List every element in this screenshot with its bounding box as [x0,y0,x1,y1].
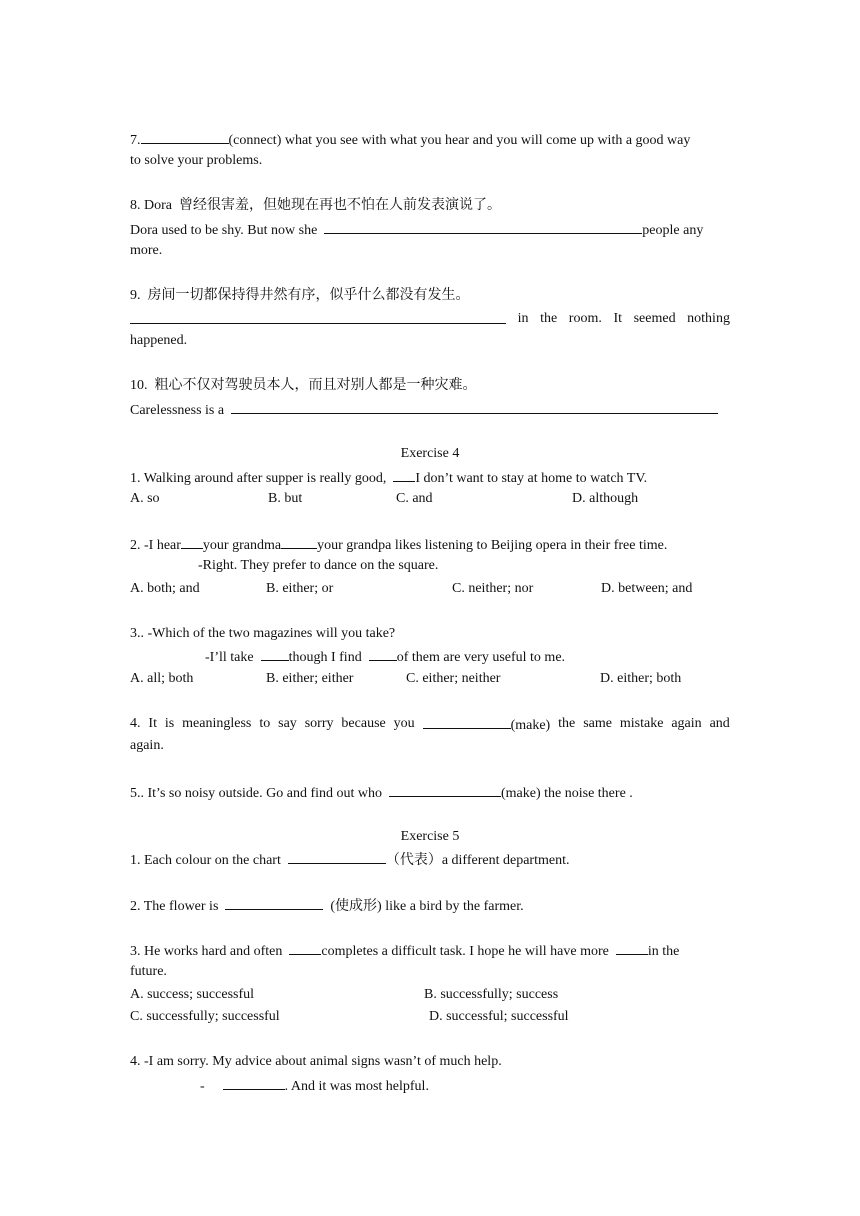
ex5-q1-stem: 1. Each colour on the chart （代表）a different department. [130,850,569,870]
q8-english-line1: Dora used to be shy. But now she people any [130,220,703,240]
ex4-q3-blank-2[interactable] [369,647,397,661]
ex4-q2-blank-2[interactable] [281,535,317,549]
ex4-q2-blank-1[interactable] [181,535,203,549]
ex4-q3-option-a[interactable]: A. all; both [130,671,194,686]
ex4-q2-stem: 2. -I hear your grandma your grandpa likes listening to Beijing opera in their free time. [130,535,667,555]
ex5-q3-option-b[interactable]: B. successfully; success [424,987,559,1002]
ex4-q2-option-a[interactable]: A. both; and [130,581,200,596]
ex5-q2-blank[interactable] [225,896,323,910]
ex5-q3-stem: 3. He works hard and often completes a difficult task. I hope he will have more in the [130,941,679,961]
ex5-q3-line2: future. [130,964,167,979]
ex5-q3-blank-1[interactable] [289,941,321,955]
q9-chinese: 9. 房间一切都保持得井然有序，似乎什么都没有发生。 [130,288,470,303]
q8-chinese: 8. Dora 曾经很害羞，但她现在再也不怕在人前发表演说了。 [130,198,501,213]
q7-number: 7. [130,133,141,148]
q7-line1 [130,130,690,150]
q8-english-line2: more. [130,243,163,258]
ex5-q4-blank[interactable] [223,1076,285,1090]
ex5-q3-blank-2[interactable] [616,941,648,955]
q10-chinese: 10. 粗心不仅对驾驶员本人，而且对别人都是一种灾难。 [130,378,477,393]
ex4-q1-option-d[interactable]: D. although [572,491,639,506]
ex4-q2-option-b[interactable]: B. either; or [266,581,334,596]
ex4-q4-blank[interactable] [423,715,511,729]
q10-blank[interactable] [231,400,718,414]
q9-english-line2: happened. [130,333,188,348]
ex4-q3-blank-1[interactable] [261,647,289,661]
ex4-q1-blank[interactable] [393,468,415,482]
ex4-q3-line1: 3.. -Which of the two magazines will you take? [130,626,396,641]
ex5-q1-blank[interactable] [288,850,386,864]
ex4-q3-option-d[interactable]: D. either; both [600,671,682,686]
ex5-q3-option-c[interactable]: C. successfully; successful [130,1009,280,1024]
ex4-q1-option-c[interactable]: C. and [396,491,433,506]
q10-english: Carelessness is a [130,400,718,420]
ex5-q3-option-a[interactable]: A. success; successful [130,987,255,1002]
ex4-q1-option-b[interactable]: B. but [268,491,303,506]
ex4-q3-line2: -I’ll take though I find of them are very useful to me. [205,647,565,667]
ex5-q4-line2: - . And it was most helpful. [200,1076,429,1096]
q8-blank[interactable] [324,220,642,234]
ex4-q2-option-d[interactable]: D. between; and [601,581,693,596]
ex5-q3-option-d[interactable]: D. successful; successful [429,1009,569,1024]
q7-text: (connect) what you see with what you hear and you will come up with a good way [228,133,691,148]
exercise-5-title: Exercise 5 [400,829,460,844]
ex4-q4-line2: again. [130,738,164,753]
ex4-q3-option-c[interactable]: C. either; neither [406,671,501,686]
ex4-q2-reply: -Right. They prefer to dance on the square. [198,558,439,573]
ex5-q2-stem: 2. The flower is (使成形) like a bird by the farmer. [130,896,524,916]
exercise-4-title: Exercise 4 [400,446,460,461]
ex4-q1-stem: 1. Walking around after supper is really good, I don’t want to stay at home to watch TV. [130,468,647,488]
ex4-q3-option-b[interactable]: B. either; either [266,671,354,686]
ex4-q5-stem: 5.. It’s so noisy outside. Go and find out who (make) the noise there . [130,783,633,803]
ex5-q4-line1: 4. -I am sorry. My advice about animal signs wasn’t of much help. [130,1054,502,1069]
q9-english-line1: in the room. It seemed nothing [130,310,730,328]
ex4-q5-blank[interactable] [389,783,501,797]
q9-blank[interactable] [130,310,506,324]
ex4-q4-line1: 4. It is meaningless to say sorry because you (make) the same mistake again and [130,716,730,733]
q7-blank[interactable] [141,130,229,144]
q7-line2: to solve your problems. [130,153,263,168]
ex4-q1-option-a[interactable]: A. so [130,491,160,506]
ex4-q2-option-c[interactable]: C. neither; nor [452,581,534,596]
